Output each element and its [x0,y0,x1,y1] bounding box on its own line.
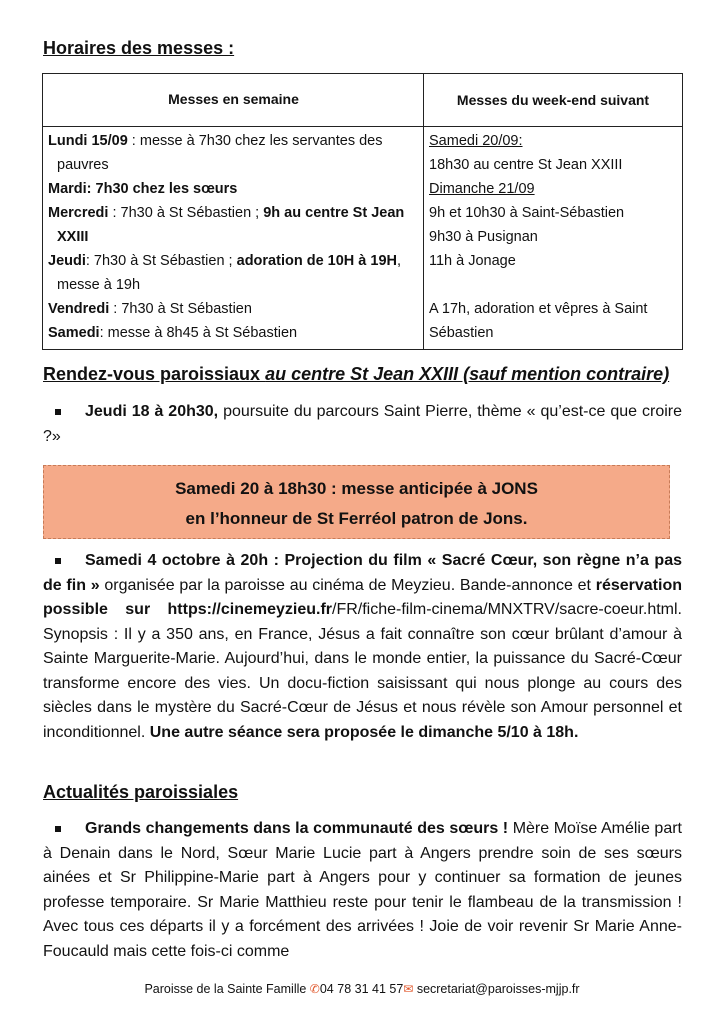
banner-line-2: en l’honneur de St Ferréol patron de Jons. [185,509,528,528]
schedule-heading: Horaires des messes : [43,38,235,58]
rdv-heading: Rendez-vous paroissiaux au centre St Jean XXIII (sauf mention contraire) [43,364,670,384]
sunday-mass-1: 9h et 10h30 à Saint-Sébastien [429,205,625,221]
schedule-row-mercredi: Mercredi : 7h30 à St Sébastien ; 9h au centre St Jean XXIII [48,205,405,245]
saturday-mass: 18h30 au centre St Jean XXIII [429,157,623,173]
jons-mass-banner [43,465,670,539]
rdv-item: Jeudi 18 à 20h30, poursuite du parcours Saint Pierre, thème « qu’est-ce que croire ?» [43,400,682,449]
phone-number: 04 78 31 41 57 [319,982,404,996]
news-heading: Actualités paroissiales [43,782,239,802]
schedule-row-jeudi: Jeudi: 7h30 à St Sébastien ; adoration de 10H à 19H, messe à 19h [48,253,402,293]
schedule-row-vendredi: Vendredi : 7h30 à St Sébastien [48,301,252,317]
bullet-icon [43,549,85,574]
envelope-icon: ✉ [403,982,414,996]
email-address: secretariat@paroisses-mjjp.fr [413,982,580,996]
bullet-icon [43,400,85,425]
schedule-row-samedi: Samedi: messe à 8h45 à St Sébastien [48,325,298,341]
phone-icon: ✆ [309,982,320,996]
footer [0,982,724,996]
film-announcement: Samedi 4 octobre à 20h : Projection du film « Sacré Cœur, son règne n’a pas de fin » organisée par la paroisse au cinéma de Meyzieu. Bande-annonce et réservation possible sur https://cinemeyzieu.fr/FR/fiche-film-cinema/MNXTRV/sacre-coeur.html. Synopsis : Il y a 350 ans, en France, Jésus a fait connaître son cœur brûlant d’amour à Sainte Marguerite-Marie. Aujourd’hui, dans le monde entier, la puissance du Sacré-Cœur transforme encore des vies. Un docu-fiction saisissant qui nous plonge au cours des siècles dans le mystère du Sacré-Cœur de Jésus et nous révèle son Amour personnel et inconditionnel. Une autre séance sera proposée le dimanche 5/10 à 18h. [43,549,682,745]
schedule-row-mardi: Mardi: 7h30 chez les sœurs [48,181,238,197]
weekday-column-header: Messes en semaine [43,74,424,127]
sunday-mass-3: 11h à Jonage [429,253,516,269]
sunday-mass-2: 9h30 à Pusignan [429,229,538,245]
mass-schedule-table [42,73,683,350]
parish-name: Paroisse de la Sainte Famille [144,982,310,996]
schedule-row-lundi: Lundi 15/09 : messe à 7h30 chez les servantes des pauvres [48,133,383,173]
saturday-label: Samedi 20/09: [429,133,523,149]
weekend-column-header: Messes du week-end suivant [424,74,683,127]
weekday-schedule [43,127,424,350]
sunday-label: Dimanche 21/09 [429,181,535,197]
bullet-icon [43,817,85,842]
banner-line-1: Samedi 20 à 18h30 : messe anticipée à JONS [175,479,538,498]
adoration-note: A 17h, adoration et vêpres à Saint Sébastien [429,301,648,341]
news-item: Grands changements dans la communauté des sœurs ! Mère Moïse Amélie part à Denain dans le Nord, Sœur Marie Lucie part à Angers prendre soin de ses sœurs ainées et Sr Philippine-Marie part à Angers pour y continuer sa formation de jeunes professe temporaire. Sr Marie Matthieu reste pour tenir le flambeau de la transmission ! Avec tous ces départs il y a forcément des arrivées ! Joie de voir revenir Sr Marie Anne-Foucauld mais cette fois-ci comme [43,817,682,964]
weekend-schedule [424,127,683,350]
